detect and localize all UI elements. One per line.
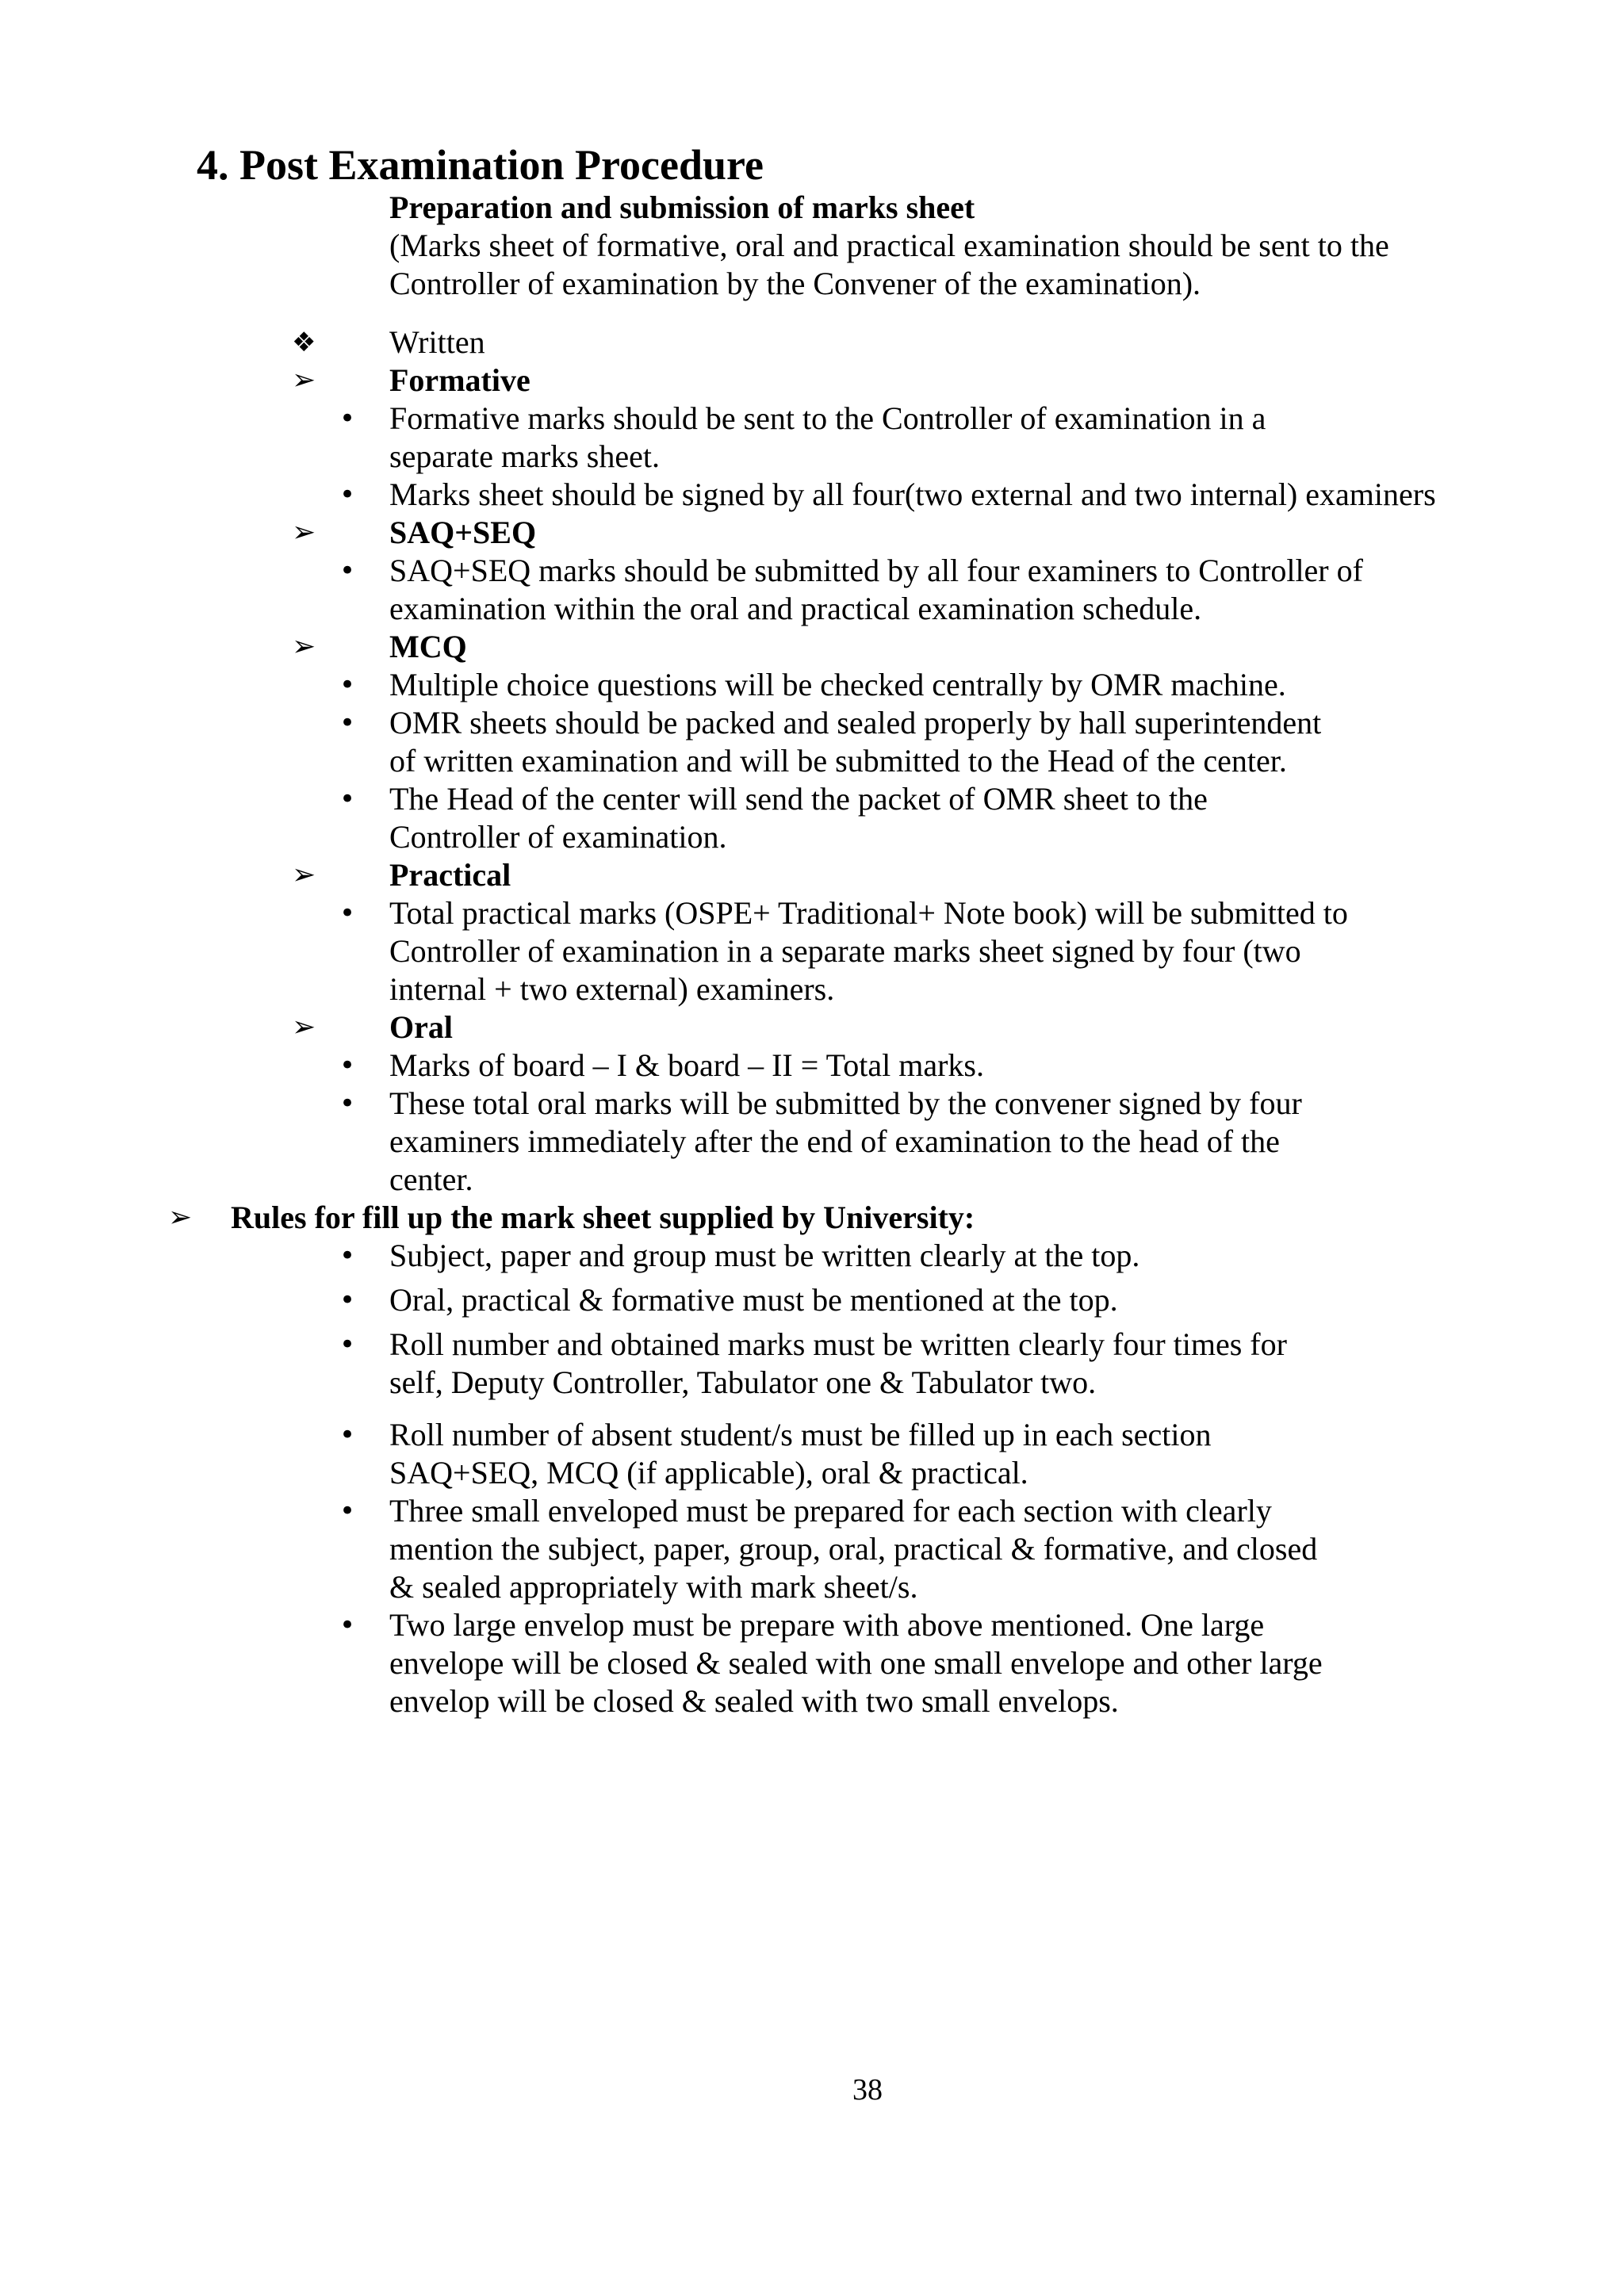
- saq-seq-heading: SAQ+SEQ: [389, 515, 537, 550]
- bullet-icon: •: [339, 1609, 356, 1641]
- arrow-bullet-icon: ➢: [292, 630, 316, 663]
- intro-line: Controller of examination by the Convener of the examination).: [389, 266, 1201, 301]
- list-item: [0, 1416, 1624, 1492]
- list-item: [0, 1606, 1624, 1720]
- oral-heading: Oral: [389, 1009, 453, 1045]
- list-item-line: The Head of the center will send the packet of OMR sheet to the: [389, 781, 1208, 817]
- bullet-icon: •: [339, 897, 356, 929]
- arrow-bullet-icon: ➢: [292, 1011, 316, 1043]
- intro-block: [389, 189, 1531, 303]
- list-item: [0, 1492, 1624, 1606]
- bullet-icon: •: [339, 403, 356, 434]
- list-item-line: Oral, practical & formative must be mentioned at the top.: [389, 1282, 1118, 1318]
- section-heading-formative: [0, 362, 1624, 400]
- list-item-line: These total oral marks will be submitted by the convener signed by four: [389, 1085, 1302, 1121]
- section-heading-saq-seq: [0, 514, 1624, 552]
- list-item-line: envelope will be closed & sealed with one small envelope and other large: [389, 1645, 1323, 1681]
- list-item-line: Formative marks should be sent to the Controller of examination in a: [389, 400, 1266, 436]
- list-item-line: Subject, paper and group must be written clearly at the top.: [389, 1238, 1140, 1273]
- list-item-line: center.: [389, 1161, 473, 1197]
- list-item: [0, 894, 1624, 1008]
- mcq-heading: MCQ: [389, 629, 467, 664]
- list-item: [0, 666, 1624, 704]
- procedure-list: [0, 323, 1624, 1720]
- arrow-bullet-icon: ➢: [292, 364, 316, 396]
- list-item-line: envelop will be closed & sealed with two small envelops.: [389, 1683, 1119, 1719]
- list-item-line: self, Deputy Controller, Tabulator one & Tabulator two.: [389, 1364, 1097, 1400]
- list-item-line: Controller of examination in a separate marks sheet signed by four (two: [389, 933, 1301, 969]
- written-label: Written: [389, 324, 485, 360]
- list-item-line: Three small enveloped must be prepared for each section with clearly: [389, 1493, 1272, 1529]
- bullet-icon: •: [339, 1240, 356, 1272]
- list-item-line: Two large envelop must be prepare with above mentioned. One large: [389, 1607, 1265, 1643]
- list-item-line: Multiple choice questions will be checked centrally by OMR machine.: [389, 667, 1286, 702]
- list-item-line: of written examination and will be submitted to the Head of the center.: [389, 743, 1287, 779]
- bullet-icon: •: [339, 783, 356, 815]
- written-row: [0, 323, 1624, 362]
- list-item-line: Total practical marks (OSPE+ Traditional+ Note book) will be submitted to: [389, 895, 1348, 931]
- diamond-bullet-icon: ❖: [292, 327, 316, 358]
- list-item: [0, 1326, 1624, 1402]
- bullet-icon: •: [339, 1419, 356, 1451]
- list-item: [0, 1047, 1624, 1085]
- list-item-line: examiners immediately after the end of examination to the head of the: [389, 1123, 1280, 1159]
- formative-heading: Formative: [389, 362, 530, 398]
- bullet-icon: •: [339, 669, 356, 701]
- list-item-line: Controller of examination.: [389, 819, 727, 855]
- list-item-line: SAQ+SEQ marks should be submitted by all four examiners to Controller of: [389, 553, 1363, 588]
- intro-heading: Preparation and submission of marks sheet: [389, 189, 975, 225]
- list-item: [0, 704, 1624, 780]
- list-item-line: OMR sheets should be packed and sealed properly by hall superintendent: [389, 705, 1322, 740]
- arrow-bullet-icon: ➢: [168, 1201, 193, 1234]
- list-item-line: internal + two external) examiners.: [389, 971, 835, 1007]
- list-item: [0, 400, 1624, 476]
- bullet-icon: •: [339, 555, 356, 587]
- list-item-line: Marks of board – I & board – II = Total marks.: [389, 1047, 984, 1083]
- list-item-line: examination within the oral and practical examination schedule.: [389, 591, 1202, 626]
- bullet-icon: •: [339, 1329, 356, 1360]
- section-heading-rules: [0, 1199, 1624, 1237]
- list-item: [0, 1237, 1624, 1275]
- list-item: [0, 1085, 1624, 1199]
- bullet-icon: •: [339, 1088, 356, 1119]
- bullet-icon: •: [339, 707, 356, 739]
- bullet-icon: •: [339, 1050, 356, 1081]
- list-item: [0, 1281, 1624, 1319]
- list-item-line: Marks sheet should be signed by all four(two external and two internal) examiners: [389, 476, 1436, 512]
- arrow-bullet-icon: ➢: [292, 516, 316, 549]
- list-item-line: SAQ+SEQ, MCQ (if applicable), oral & practical.: [389, 1455, 1028, 1490]
- page-number: 38: [852, 2073, 883, 2107]
- section-heading-practical: [0, 856, 1624, 894]
- list-item-line: separate marks sheet.: [389, 438, 660, 474]
- page-title: 4. Post Examination Procedure: [197, 141, 764, 189]
- bullet-icon: •: [339, 1495, 356, 1527]
- section-heading-oral: [0, 1008, 1624, 1047]
- section-heading-mcq: [0, 628, 1624, 666]
- intro-line: (Marks sheet of formative, oral and practical examination should be sent to the: [389, 228, 1389, 263]
- practical-heading: Practical: [389, 857, 511, 893]
- rules-heading: Rules for fill up the mark sheet supplied by University:: [231, 1200, 975, 1235]
- list-item-line: mention the subject, paper, group, oral, practical & formative, and closed: [389, 1531, 1318, 1567]
- list-item-line: Roll number and obtained marks must be written clearly four times for: [389, 1326, 1287, 1362]
- arrow-bullet-icon: ➢: [292, 859, 316, 891]
- list-item-line: & sealed appropriately with mark sheet/s.: [389, 1569, 918, 1605]
- list-item-line: Roll number of absent student/s must be filled up in each section: [389, 1417, 1212, 1452]
- list-item: [0, 552, 1624, 628]
- list-item: [0, 780, 1624, 856]
- bullet-icon: •: [339, 1284, 356, 1316]
- list-item: [0, 476, 1624, 514]
- bullet-icon: •: [339, 479, 356, 511]
